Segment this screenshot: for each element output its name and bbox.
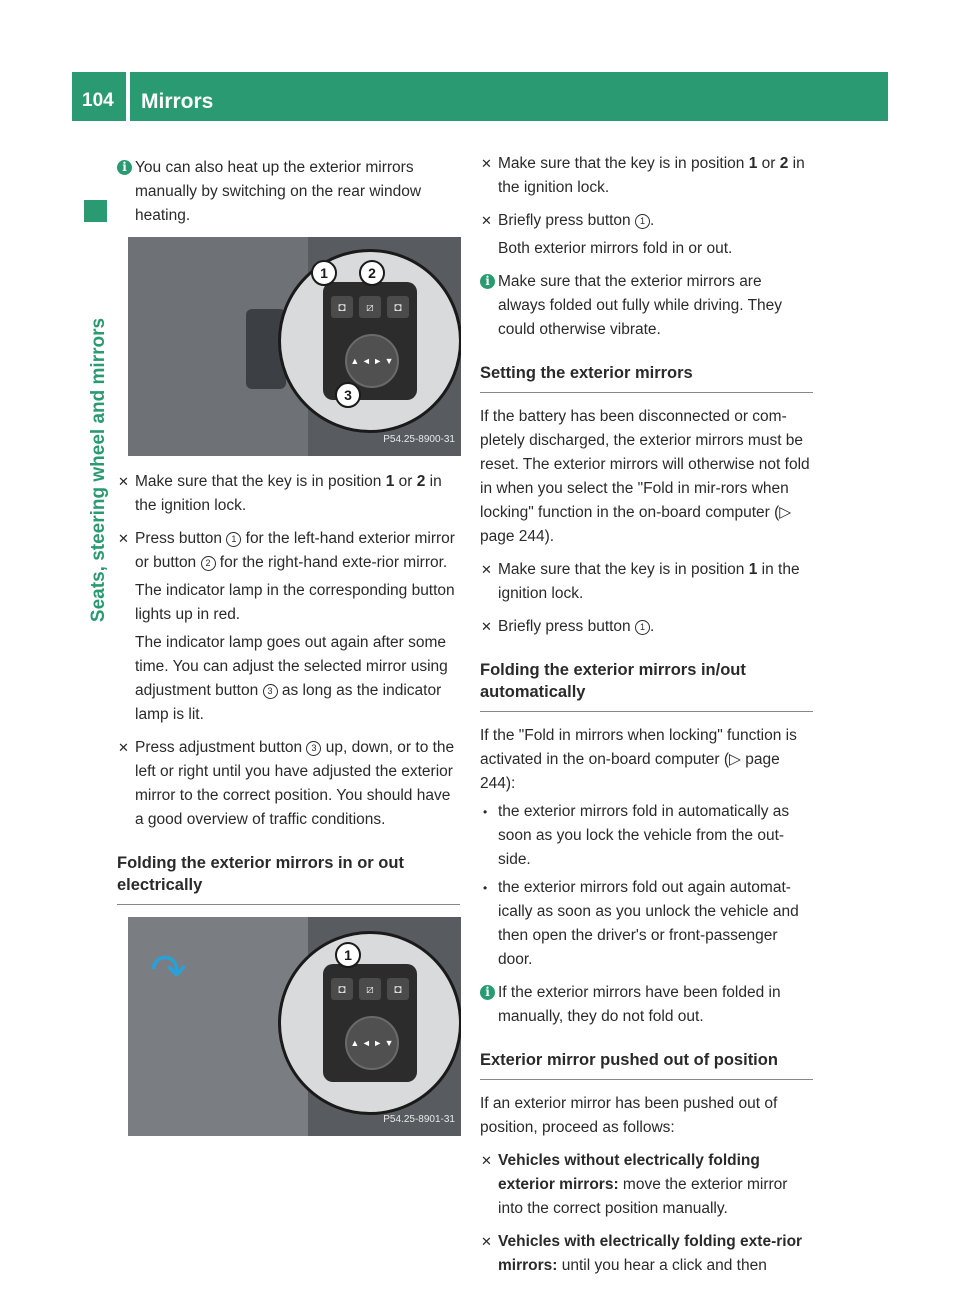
page-header [72, 72, 888, 121]
step-arrow-icon: ✕ [118, 474, 129, 489]
step-adjust-mirror: ✕ Press adjustment button 3 up, down, or to the left or right until you have adjusted the exterior mirror to the correct position. You should have a good overview of traffic conditions. [117, 736, 460, 832]
mirror-control-unit [323, 964, 417, 1082]
info-text: You can also heat up the exterior mirrors manually by switching on the rear window heating. [135, 159, 422, 224]
step-key-position: ✕ Make sure that the key is in position 1 or 2 in the ignition lock. [480, 152, 813, 200]
step-press-button: ✕ Press button 1 for the left-hand exterior mirror or button 2 for the right-hand exte-rior mirror. [117, 527, 460, 575]
step-arrow-icon: ✕ [481, 619, 492, 634]
button-ref-1: 1 [635, 214, 650, 229]
section-heading: Folding the exterior mirrors in or out electrically [117, 852, 460, 905]
callout-2: 2 [359, 260, 385, 286]
body-paragraph: If the "Fold in mirrors when locking" function is activated in the on-board computer (▷ page 244): [480, 727, 797, 792]
chapter-side-label [84, 260, 114, 680]
page-number: 104 [82, 90, 114, 111]
figure-mirror-buttons [128, 237, 461, 456]
callout-1: 1 [311, 260, 337, 286]
button-ref-1: 1 [635, 620, 650, 635]
section-heading: Folding the exterior mirrors in/out automatically [480, 659, 813, 712]
step-result: Both exterior mirrors fold in or out. [498, 240, 733, 257]
info-icon: i [480, 985, 495, 1000]
mirror-control-unit [323, 282, 417, 400]
body-paragraph: If the battery has been disconnected or com-pletely discharged, the exterior mirrors must be reset. The exterior mirrors will otherwise not fold in when you select the "Fold in mir-rors when locking" function in the on-board computer (▷ page 244). [480, 408, 810, 545]
bullet-icon: • [483, 805, 488, 819]
step-key-position: ✕ Make sure that the key is in position 1 in the ignition lock. [480, 558, 813, 606]
button-ref-2: 2 [201, 556, 216, 571]
zoom-circle [278, 931, 461, 1115]
step-arrow-icon: ✕ [118, 740, 129, 755]
step-press-button: ✕ Briefly press button 1 . [480, 615, 813, 639]
zoom-circle [278, 249, 461, 433]
left-mirror-button-icon: ◘ [331, 296, 353, 318]
section-heading: Setting the exterior mirrors [480, 362, 813, 393]
step-result: The indicator lamp goes out again after some time. You can adjust the selected mirror using adjustment button 3 as long as the indicator lamp is lit. [135, 634, 448, 723]
button-ref-3: 3 [306, 741, 321, 756]
step-electric-mirror: ✕ Vehicles with electrically folding exte-rior mirrors: until you hear a click and then [480, 1230, 813, 1278]
right-mirror-button-icon: ◘ [387, 978, 409, 1000]
step-arrow-icon: ✕ [481, 1234, 492, 1249]
info-note: i Make sure that the exterior mirrors are always folded out fully while driving. They could otherwise vibrate. [480, 270, 813, 342]
step-result: The indicator lamp in the corresponding button lights up in red. [135, 582, 455, 623]
step-manual-mirror: ✕ Vehicles without electrically folding exterior mirrors: move the exterior mirror into the correct position manually. [480, 1149, 813, 1221]
section-title: Mirrors [141, 90, 214, 113]
button-ref-3: 3 [263, 684, 278, 699]
info-note: i If the exterior mirrors have been folded in manually, they do not fold out. [480, 981, 813, 1029]
step-arrow-icon: ✕ [481, 562, 492, 577]
figure-code: P54.25-8900-31 [383, 434, 455, 445]
figure-mirror-fold [128, 917, 461, 1136]
callout-1: 1 [335, 942, 361, 968]
fold-arrow-icon: ↷ [150, 946, 187, 995]
step-press-button: ✕ Briefly press button 1 . [480, 209, 813, 233]
button-ref-1: 1 [226, 532, 241, 547]
step-arrow-icon: ✕ [481, 213, 492, 228]
step-key-position: ✕ Make sure that the key is in position 1 or 2 in the ignition lock. [117, 470, 460, 518]
body-paragraph: If an exterior mirror has been pushed out of position, proceed as follows: [480, 1095, 778, 1136]
right-column [480, 152, 813, 1287]
left-mirror-button-icon: ◘ [331, 978, 353, 1000]
bullet-icon: • [483, 881, 488, 895]
adjustment-dial-icon: ▲ ◄ ► ▼ [345, 1016, 399, 1070]
chapter-tab-marker [84, 200, 107, 222]
header-separator [126, 72, 130, 121]
step-arrow-icon: ✕ [481, 1153, 492, 1168]
fold-mirror-button-icon: ⧄ [359, 296, 381, 318]
section-heading: Exterior mirror pushed out of position [480, 1049, 813, 1080]
step-arrow-icon: ✕ [481, 156, 492, 171]
right-mirror-button-icon: ◘ [387, 296, 409, 318]
adjustment-dial-icon: ▲ ◄ ► ▼ [345, 334, 399, 388]
fold-mirror-button-icon: ⧄ [359, 978, 381, 1000]
info-icon: i [480, 274, 495, 289]
info-icon: i [117, 160, 132, 175]
bullet-item: • the exterior mirrors fold in automatically as soon as you lock the vehicle from the out-side. [480, 800, 813, 872]
left-column [117, 156, 460, 1150]
step-arrow-icon: ✕ [118, 531, 129, 546]
info-note [117, 156, 460, 228]
bullet-item: • the exterior mirrors fold out again automat-ically as soon as you unlock the vehicle and then open the driver's or front-passenger door. [480, 876, 813, 972]
callout-3: 3 [335, 382, 361, 408]
chapter-title: Seats, steering wheel and mirrors [88, 317, 109, 623]
figure-code: P54.25-8901-31 [383, 1114, 455, 1125]
